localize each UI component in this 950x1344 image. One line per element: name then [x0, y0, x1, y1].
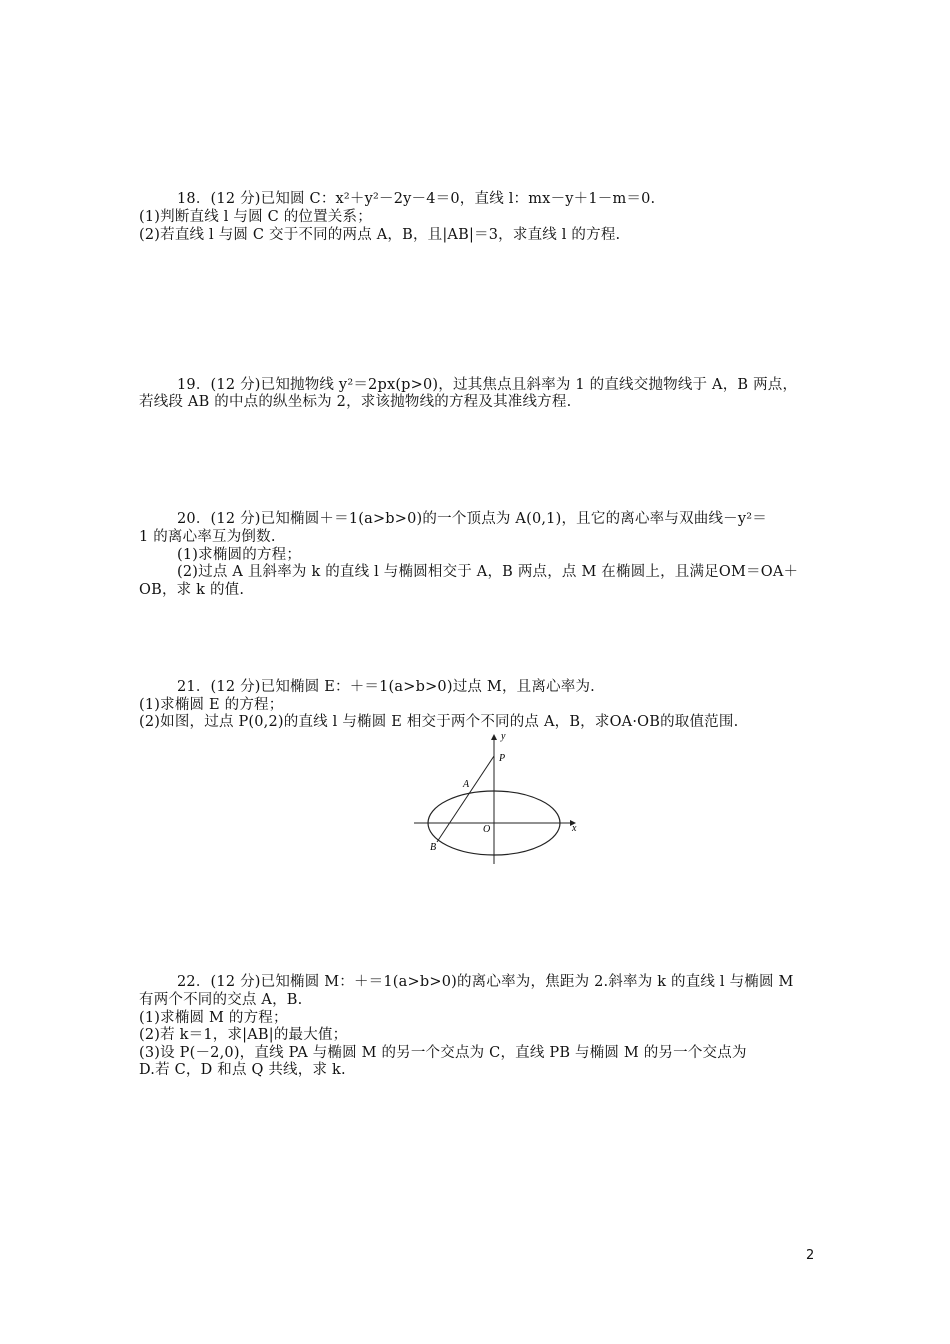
q22-line-2: 有两个不同的交点 A，B.	[139, 992, 303, 1008]
q20-line-1: 20．(12 分)已知椭圆＋＝1(a>b>0)的一个顶点为 A(0,1)，且它的离心率与双曲线－y²＝	[177, 511, 767, 527]
label-x: x	[572, 823, 577, 834]
label-b: B	[430, 842, 437, 853]
q18-line-3: (2)若直线 l 与圆 C 交于不同的两点 A，B，且|AB|＝3，求直线 l 的方程.	[139, 227, 621, 243]
q21-line-3: (2)如图，过点 P(0,2)的直线 l 与椭圆 E 相交于两个不同的点 A，B，求OA·OB的取值范围.	[139, 714, 739, 730]
q22-line-5: (3)设 P(－2,0)，直线 PA 与椭圆 M 的另一个交点为 C，直线 PB 与椭圆 M 的另一个交点为	[139, 1045, 747, 1061]
q20-line-4: (2)过点 A 且斜率为 k 的直线 l 与椭圆相交于 A，B 两点，点 M 在椭圆上，且满足OM＝OA＋	[177, 564, 799, 580]
q22-line-3: (1)求椭圆 M 的方程；	[139, 1010, 288, 1026]
q21-line-1: 21．(12 分)已知椭圆 E：＋＝1(a>b>0)过点 M，且离心率为.	[177, 679, 595, 695]
ellipse-figure	[408, 732, 588, 867]
q19-line-1: 19．(12 分)已知抛物线 y²＝2px(p>0)，过其焦点且斜率为 1 的直线交抛物线于 A，B 两点，	[177, 377, 798, 393]
label-y: y	[501, 732, 506, 742]
q20-line-5: OB，求 k 的值.	[139, 582, 245, 598]
q20-line-3: (1)求椭圆的方程；	[177, 547, 302, 563]
q19-line-2: 若线段 AB 的中点的纵坐标为 2，求该抛物线的方程及其准线方程.	[139, 394, 572, 410]
q18-line-1: 18．(12 分)已知圆 C：x²＋y²－2y－4＝0，直线 l：mx－y＋1－m＝0.	[177, 191, 656, 207]
q21-line-2: (1)求椭圆 E 的方程；	[139, 697, 284, 713]
q22-line-4: (2)若 k＝1，求|AB|的最大值；	[139, 1027, 348, 1043]
q22-line-6: D.若 C，D 和点 Q 共线，求 k.	[139, 1062, 346, 1078]
label-p: P	[499, 753, 506, 764]
label-o: O	[483, 824, 491, 835]
q18-line-2: (1)判断直线 l 与圆 C 的位置关系；	[139, 209, 372, 225]
y-axis-arrow-icon	[491, 734, 497, 740]
q22-line-1: 22．(12 分)已知椭圆 M：＋＝1(a>b>0)的离心率为，焦距为 2.斜率为 k 的直线 l 与椭圆 M	[177, 974, 794, 990]
page-number: 2	[806, 1248, 815, 1263]
q20-line-2: 1 的离心率互为倒数.	[139, 529, 276, 545]
label-a: A	[463, 779, 470, 790]
